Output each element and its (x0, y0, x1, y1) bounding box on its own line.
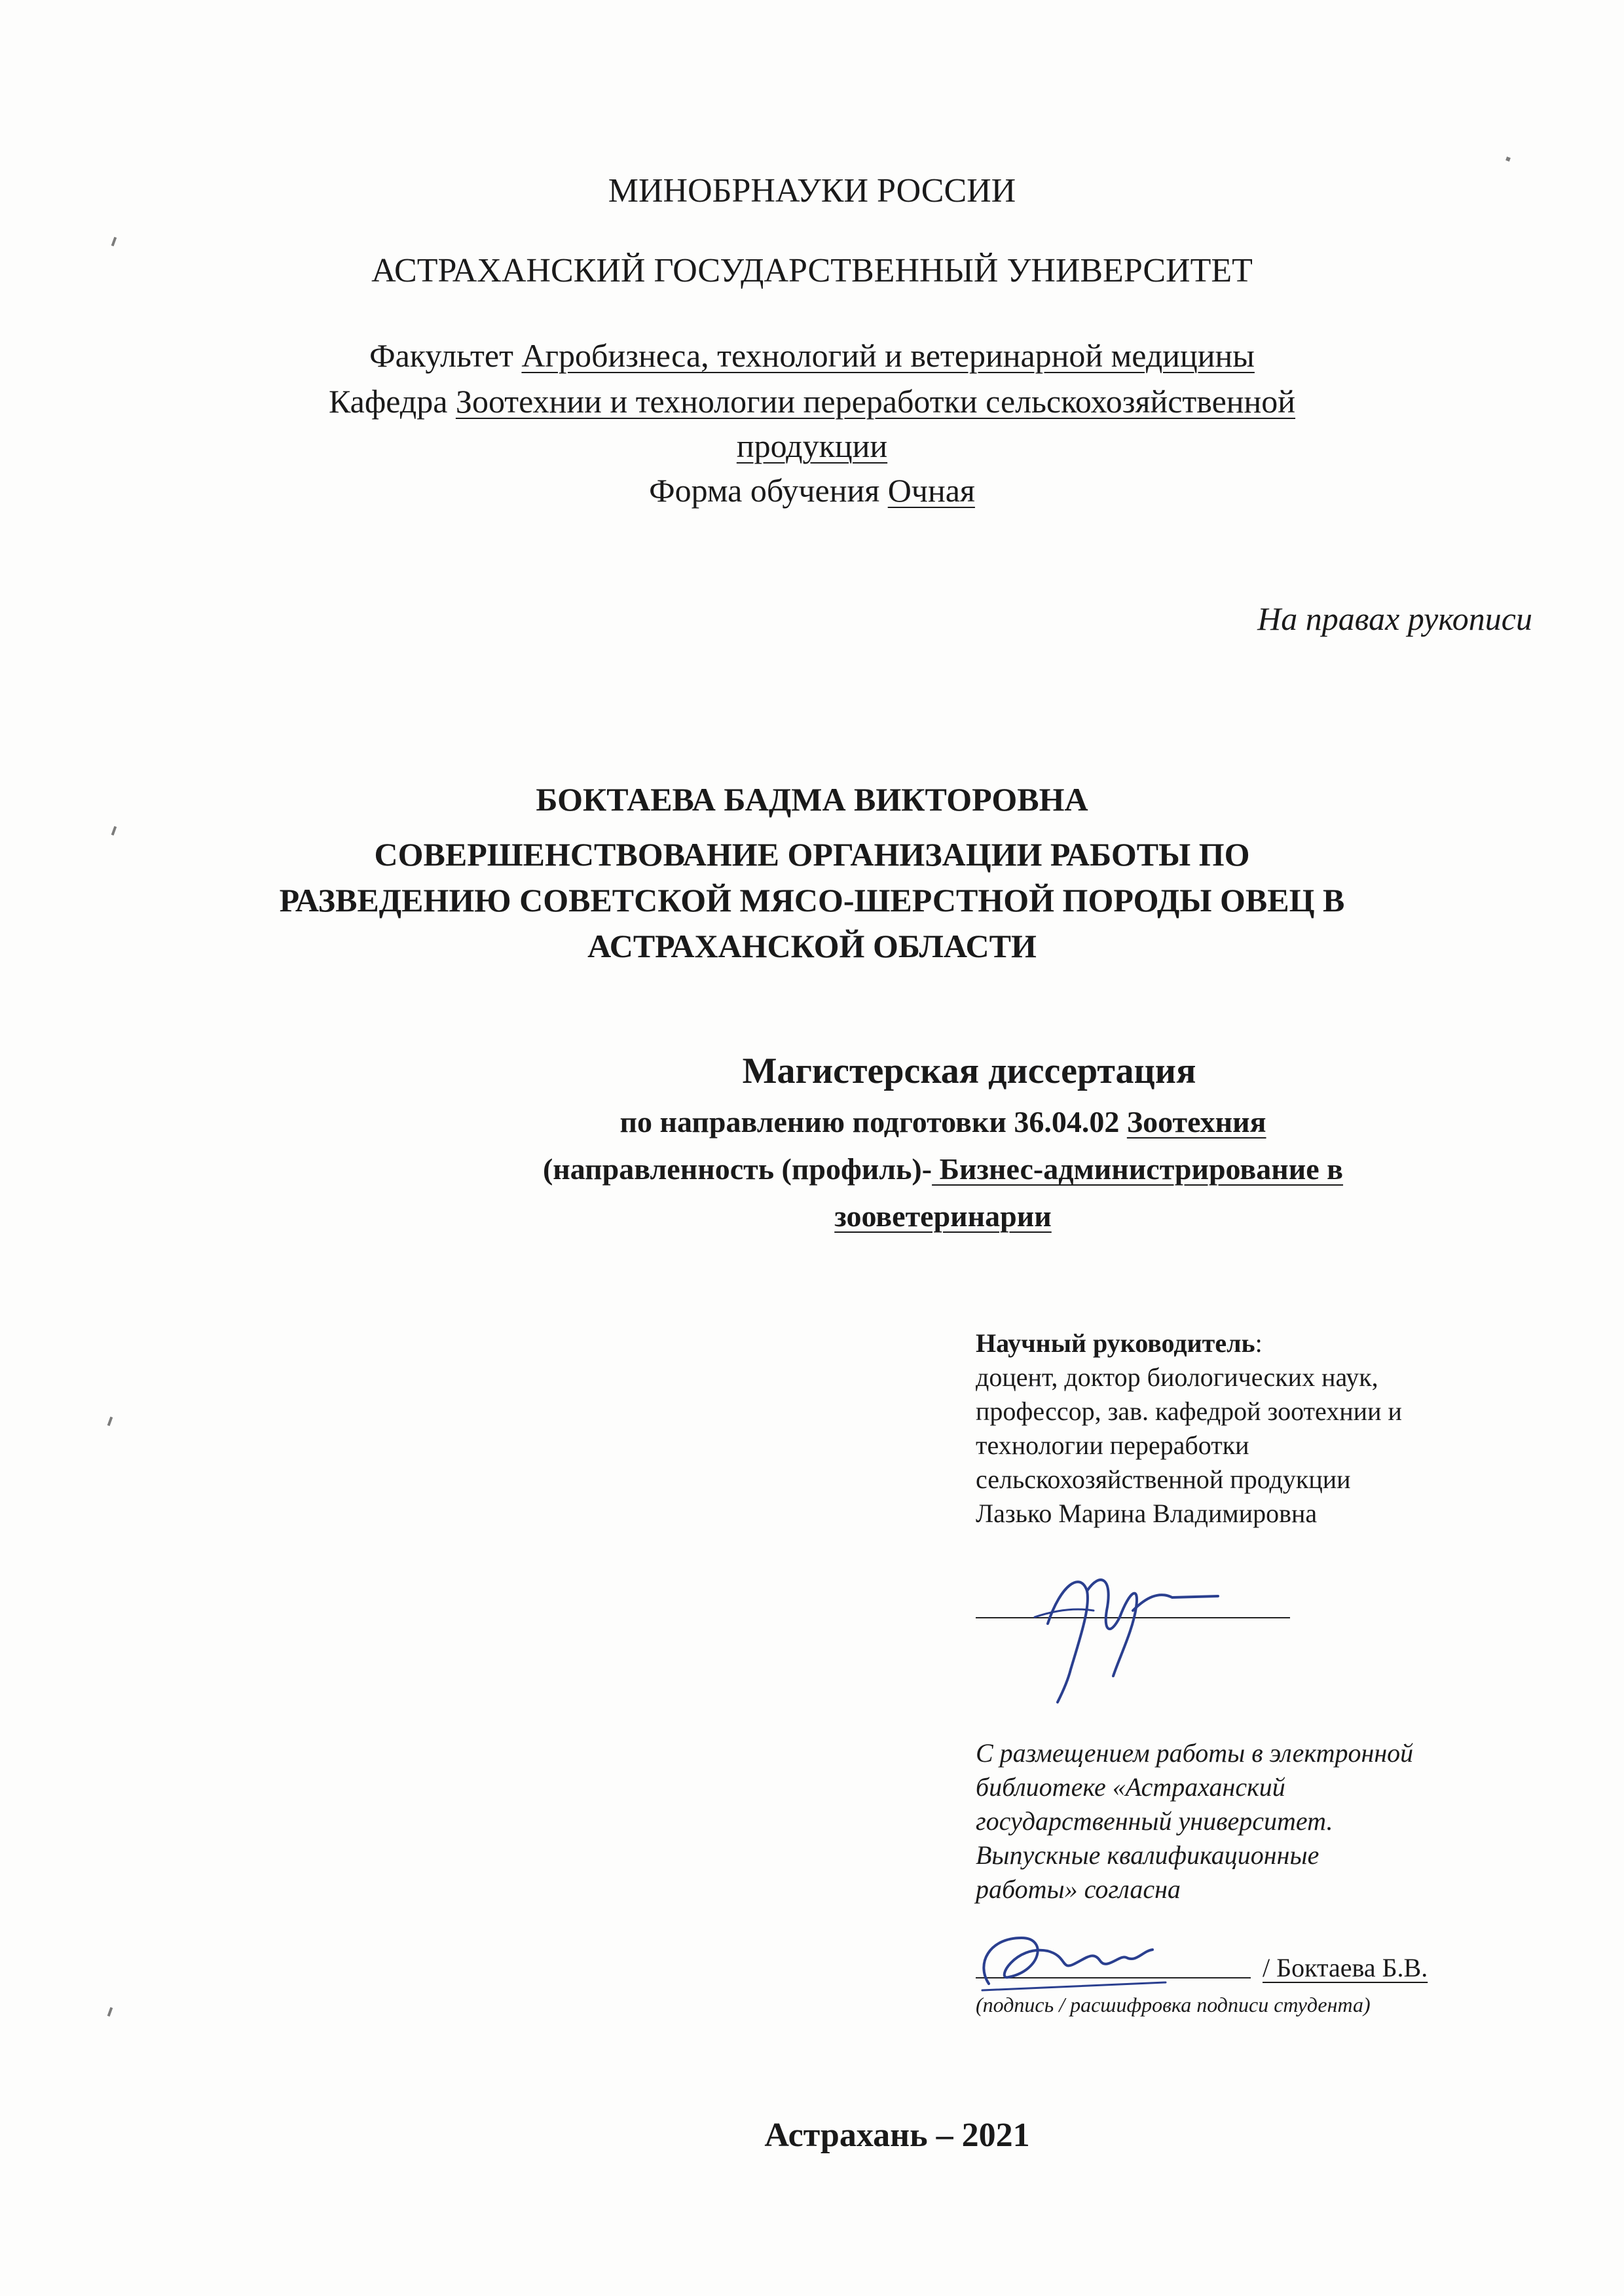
supervisor-signature (1022, 1545, 1231, 1709)
student-signature-name: / Боктаева Б.В. (1263, 1953, 1428, 1982)
thesis-title-line-2: РАЗВЕДЕНИЮ СОВЕТСКОЙ МЯСО-ШЕРСТНОЙ ПОРОДЫ ОВЕЦ В (279, 882, 1345, 919)
faculty-line (0, 333, 1624, 378)
supervisor-line: профессор, зав. кафедрой зоотехнии и (976, 1396, 1402, 1426)
profile-line-2 (0, 1197, 1624, 1236)
supervisor-heading: Научный руководитель (976, 1328, 1255, 1358)
study-form-label: Форма обучения (649, 472, 888, 509)
consent-line: государственный университет. (976, 1806, 1333, 1836)
profile-value-cont: зооветеринарии (834, 1199, 1052, 1233)
profile-value: Бизнес-администрирование в (932, 1152, 1344, 1186)
supervisor-line: Лазько Марина Владимировна (976, 1499, 1318, 1528)
student-signature (969, 1925, 1244, 1997)
direction-value: Зоотехния (1126, 1105, 1266, 1139)
manuscript-note: На правах рукописи (1257, 600, 1532, 637)
profile-label: (направленность (профиль)- (542, 1152, 932, 1186)
department-line-2 (0, 423, 1624, 469)
supervisor-block (976, 1326, 1565, 1531)
supervisor-heading-line (976, 1326, 1565, 1360)
consent-line: Выпускные квалификационные (976, 1840, 1320, 1870)
direction-line (0, 1102, 1624, 1142)
work-type: Магистерская диссертация (742, 1051, 1196, 1091)
thesis-title-line-1: СОВЕРШЕНСТВОВАНИЕ ОРГАНИЗАЦИИ РАБОТЫ ПО (374, 836, 1250, 873)
department-value: Зоотехнии и технологии переработки сельскохозяйственной (455, 383, 1296, 420)
study-form-value: Очная (887, 472, 975, 509)
consent-line: работы» согласна (976, 1874, 1181, 1904)
faculty-label: Факультет (369, 337, 522, 374)
thesis-title-line-3: АСТРАХАНСКОЙ ОБЛАСТИ (587, 928, 1037, 964)
supervisor-heading-colon: : (1255, 1328, 1263, 1358)
department-value-cont: продукции (736, 428, 888, 464)
consent-line: библиотеке «Астраханский (976, 1772, 1285, 1802)
department-label: Кафедра (328, 383, 456, 420)
study-form-line (0, 467, 1624, 513)
supervisor-line: технологии переработки (976, 1430, 1249, 1460)
university-name: АСТРАХАНСКИЙ ГОСУДАРСТВЕННЫЙ УНИВЕРСИТЕТ (371, 252, 1253, 289)
consent-block (976, 1736, 1565, 1906)
author-name: БОКТАЕВА БАДМА ВИКТОРОВНА (536, 781, 1088, 818)
supervisor-line: сельскохозяйственной продукции (976, 1465, 1351, 1494)
department-line (0, 378, 1624, 424)
profile-line (0, 1150, 1624, 1189)
direction-label: по направлению подготовки 36.04.02 (619, 1105, 1127, 1139)
supervisor-line: доцент, доктор биологических наук, (976, 1362, 1378, 1392)
faculty-value: Агробизнеса, технологий и ветеринарной медицины (521, 337, 1255, 374)
city-year: Астрахань – 2021 (764, 2117, 1030, 2154)
ministry-name: МИНОБРНАУКИ РОССИИ (608, 172, 1016, 210)
signature-caption: (подпись / расшифровка подписи студента) (976, 1993, 1371, 2016)
consent-line: С размещением работы в электронной (976, 1738, 1414, 1768)
